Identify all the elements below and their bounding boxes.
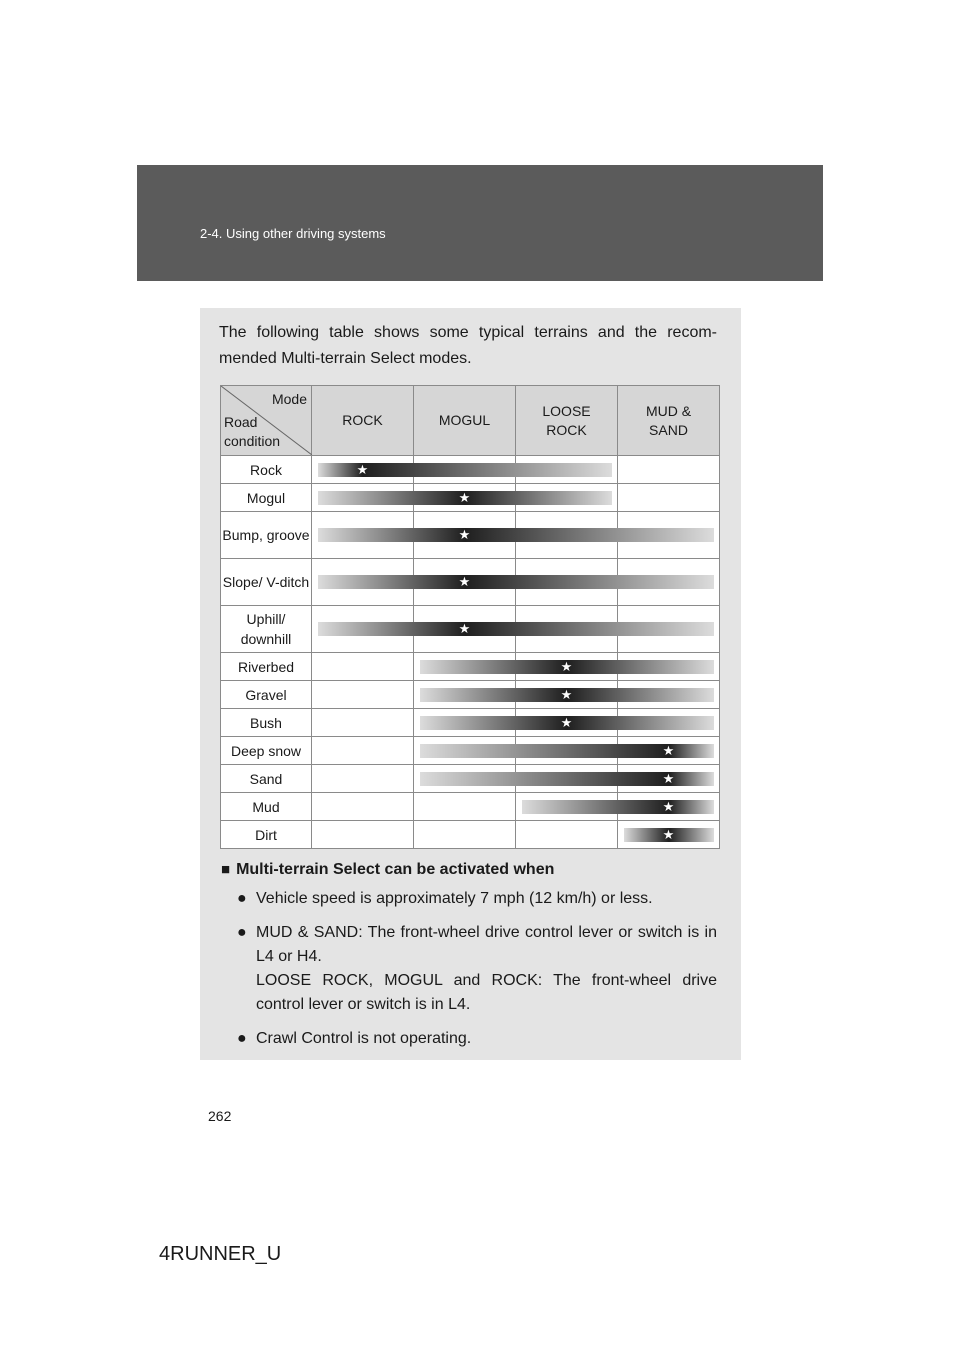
mode-cell — [516, 737, 618, 765]
table-row — [221, 793, 720, 821]
mode-cell — [312, 484, 414, 512]
mode-cell — [414, 484, 516, 512]
recommended-star-icon: ★ — [662, 742, 675, 758]
mode-cell — [414, 512, 516, 559]
mode-cell — [618, 737, 720, 765]
mode-cell — [618, 793, 720, 821]
mode-cell — [312, 793, 414, 821]
road-condition-label: Riverbed — [221, 653, 312, 681]
terrain-mode-table — [220, 385, 720, 849]
table-row — [221, 456, 720, 484]
road-condition-label: Bump, groove — [221, 512, 312, 559]
mode-cell — [414, 606, 516, 653]
road-condition-label: Mogul — [221, 484, 312, 512]
mode-cell — [618, 821, 720, 849]
road-condition-label: Sand — [221, 765, 312, 793]
condition-bullet — [237, 887, 717, 911]
mode-cell — [516, 456, 618, 484]
recommended-star-icon: ★ — [560, 658, 573, 674]
table-row — [221, 559, 720, 606]
road-condition-label: Dirt — [221, 821, 312, 849]
road-condition-label: Mud — [221, 793, 312, 821]
mode-cell — [414, 559, 516, 606]
recommended-star-icon: ★ — [458, 489, 471, 505]
mode-cell — [312, 821, 414, 849]
mode-cell — [618, 559, 720, 606]
condition-bullet — [237, 969, 717, 1017]
section-title: 2-4. Using other driving systems — [200, 226, 386, 241]
table-row — [221, 821, 720, 849]
mode-cell — [312, 765, 414, 793]
mode-cell — [516, 793, 618, 821]
table-row — [221, 765, 720, 793]
activation-conditions-text: Multi-terrain Select can be activated when — [236, 861, 555, 878]
road-condition-label: Uphill/ downhill — [221, 606, 312, 653]
road-condition-label: Gravel — [221, 681, 312, 709]
mode-cell — [516, 681, 618, 709]
bullet-dot-icon: ● — [237, 1030, 247, 1047]
column-header-loose-rock: LOOSE ROCK — [516, 386, 618, 456]
mode-cell — [618, 606, 720, 653]
condition-text: Crawl Control is not operating. — [256, 1030, 472, 1047]
table-corner-header — [221, 386, 312, 456]
mode-cell — [618, 681, 720, 709]
mode-cell — [516, 765, 618, 793]
activation-conditions-list — [237, 887, 717, 1061]
mode-cell — [414, 821, 516, 849]
column-header-mud-sand: MUD & SAND — [618, 386, 720, 456]
mode-cell — [312, 681, 414, 709]
table-row — [221, 606, 720, 653]
road-condition-label: Slope/ V-ditch — [221, 559, 312, 606]
recommended-star-icon: ★ — [560, 714, 573, 730]
mode-cell — [516, 484, 618, 512]
recommended-star-icon: ★ — [662, 826, 675, 842]
recommended-star-icon: ★ — [356, 461, 369, 477]
mode-cell — [312, 606, 414, 653]
mode-cell — [618, 709, 720, 737]
recommended-star-icon: ★ — [458, 574, 471, 589]
mode-cell — [312, 512, 414, 559]
mode-cell — [618, 765, 720, 793]
column-header-rock: ROCK — [312, 386, 414, 456]
road-condition-axis-label: Road condition — [224, 414, 281, 449]
mode-cell — [312, 559, 414, 606]
condition-bullet — [237, 921, 717, 969]
mode-cell — [312, 456, 414, 484]
mode-cell — [618, 653, 720, 681]
mode-cell — [312, 653, 414, 681]
mode-cell — [414, 709, 516, 737]
mode-cell — [516, 653, 618, 681]
bullet-dot-icon: ● — [237, 890, 247, 907]
mode-cell — [414, 456, 516, 484]
mode-cell — [516, 821, 618, 849]
activation-conditions-title — [221, 861, 554, 879]
road-condition-label: Bush — [221, 709, 312, 737]
recommended-star-icon: ★ — [662, 798, 675, 814]
mode-cell — [618, 484, 720, 512]
road-condition-label: Rock — [221, 456, 312, 484]
road-condition-label: Deep snow — [221, 737, 312, 765]
recommended-star-icon: ★ — [662, 770, 675, 786]
page-number: 262 — [208, 1108, 232, 1124]
table-row — [221, 737, 720, 765]
mode-cell — [312, 709, 414, 737]
condition-text: Vehicle speed is approximately 7 mph (12 km/h) or less. — [256, 890, 653, 907]
mode-cell — [618, 456, 720, 484]
mode-cell — [414, 793, 516, 821]
table-row — [221, 709, 720, 737]
mode-cell — [618, 512, 720, 559]
condition-text: LOOSE ROCK, MOGUL and ROCK: The front-wheel drive control lever or switch is in L4. — [256, 972, 717, 1013]
condition-bullet — [237, 1027, 717, 1051]
table-row — [221, 681, 720, 709]
square-bullet-icon: ■ — [221, 861, 231, 878]
mode-cell — [414, 765, 516, 793]
document-footer: 4RUNNER_U — [159, 1243, 282, 1265]
intro-paragraph: The following table shows some typical terrains and the recom-mended Multi-terrain Select modes. — [219, 324, 717, 367]
mode-cell — [516, 512, 618, 559]
bullet-dot-icon: ● — [237, 924, 247, 941]
recommended-star-icon: ★ — [458, 527, 471, 542]
mode-cell — [516, 709, 618, 737]
recommended-star-icon: ★ — [458, 621, 471, 636]
mode-cell — [516, 559, 618, 606]
condition-text: MUD & SAND: The front-wheel drive control lever or switch is in L4 or H4. — [256, 924, 717, 965]
mode-cell — [414, 737, 516, 765]
recommended-star-icon: ★ — [560, 686, 573, 702]
table-row — [221, 653, 720, 681]
table-row — [221, 512, 720, 559]
mode-cell — [516, 606, 618, 653]
column-header-mogul: MOGUL — [414, 386, 516, 456]
table-row — [221, 484, 720, 512]
mode-cell — [312, 737, 414, 765]
mode-cell — [414, 653, 516, 681]
mode-cell — [414, 681, 516, 709]
mode-axis-label: Mode — [271, 391, 307, 407]
section-header-band — [137, 165, 823, 281]
